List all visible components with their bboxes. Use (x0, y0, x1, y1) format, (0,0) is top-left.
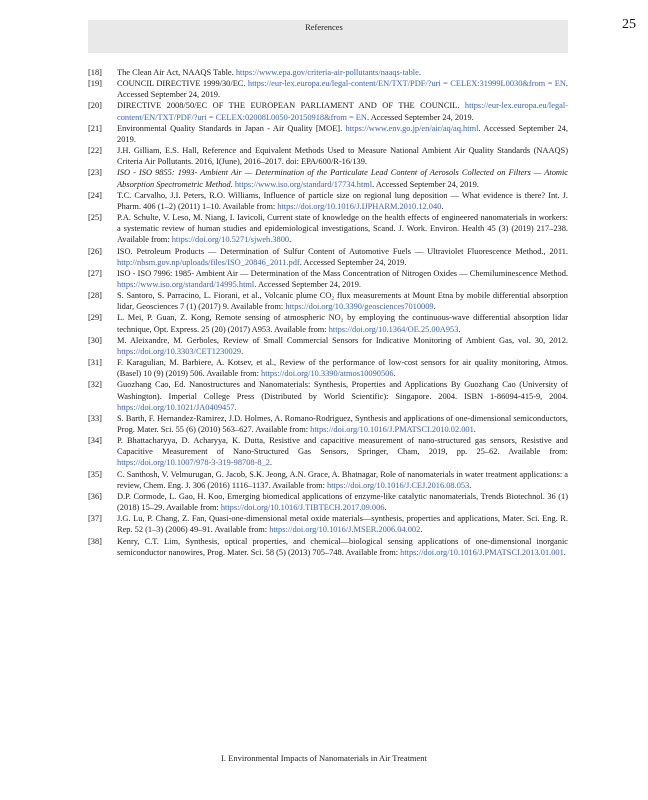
reference-link[interactable]: https://www.iso.org/standard/17734.html (234, 179, 373, 189)
reference-item (88, 379, 568, 412)
reference-suffix: . (241, 346, 244, 356)
reference-link[interactable]: https://www.iso.org/standard/14995.html (117, 279, 255, 289)
reference-suffix: . (234, 402, 237, 412)
reference-item (88, 67, 568, 78)
reference-item (88, 167, 568, 189)
reference-text: S. Barth, F. Hernandez-Ramirez, J.D. Holmes, A. Romano-Rodriguez, Synthesis and applications of one-dimensional semiconductors, Prog. Mater. Sci. 55 (6) (2010) 563–627. Available from: (117, 413, 568, 434)
reference-suffix: . Accessed September 24, 2019. (366, 112, 474, 122)
reference-number: [26] (88, 246, 102, 256)
reference-number: [22] (88, 146, 102, 156)
reference-link[interactable]: https://doi.org/10.1016/J.CEJ.2016.08.053 (327, 480, 470, 490)
reference-text: Kenry, C.T. Lim, Synthesis, optical properties, and chemical—biological sensing applications of one-dimensional inorganic semiconductor nanowires, Prog. Mater. Sci. 58 (5) (2013) 705–748. Available from: (117, 536, 568, 557)
reference-link[interactable]: http://nbsm.gov.np/uploads/files/ISO_20846_2011.pdf (117, 257, 300, 267)
reference-text: J.G. Lu, P. Chang, Z. Fan, Quasi-one-dimensional metal oxide materials—synthesis, properties and applications, Mater. Sci. Eng. R. Rep. 52 (1–3) (2006) 49–91. Available from: (117, 514, 568, 535)
reference-link[interactable]: https://doi.org/10.3390/geosciences7010009 (285, 302, 434, 312)
reference-suffix: . (458, 324, 461, 334)
reference-text: L. Mei, P. Guan, Z. Kong, Remote sensing of atmospheric NO₂ by employing the continuous-wave differential absorption lidar technique, Opt. Express. 25 (20) (2017) A953. Available from: (117, 313, 568, 334)
reference-list (88, 67, 568, 558)
reference-suffix: . (563, 547, 566, 557)
reference-suffix: . (384, 503, 387, 513)
reference-number: [24] (88, 190, 102, 200)
reference-link[interactable]: https://doi.org/10.1016/J.PMATSCI.2013.01.001 (400, 547, 564, 557)
reference-item (88, 491, 568, 513)
reference-link[interactable]: https://doi.org/10.3390/atmos10090506 (261, 369, 394, 379)
reference-text: S. Santoro, S. Parracino, L. Fiorani, et al., Volcanic plume CO₂ flux measurements at Mount Etna by mobile differential absorption lidar, Geosciences 7 (1) (2017) 9. Available from: (117, 291, 568, 312)
reference-item (88, 312, 568, 334)
reference-suffix: . Accessed September 24, 2019. (117, 79, 568, 100)
reference-number: [27] (88, 268, 102, 278)
reference-number: [18] (88, 68, 102, 77)
reference-number: [25] (88, 213, 102, 223)
reference-link[interactable]: https://www.epa.gov/criteria-air-pollutants/naaqs-table (235, 68, 419, 77)
reference-text: J.H. Gilliam, E.S. Hall, Reference and Equivalent Methods Used to Measure National Ambient Air Quality Standards (NAAQS) Criteria Air Pollutants. 2016, I(June), 2016–2017. doi: EPA/600/R-16/139. (117, 146, 568, 167)
reference-number: [19] (88, 79, 102, 89)
reference-suffix: . (393, 369, 396, 379)
reference-number: [30] (88, 335, 102, 345)
reference-suffix: . (420, 525, 423, 535)
reference-item (88, 357, 568, 379)
reference-item (88, 435, 568, 468)
reference-number: [31] (88, 358, 102, 368)
reference-link[interactable]: https://www.env.go.jp/en/air/aq/aq.html (345, 123, 479, 133)
reference-item (88, 413, 568, 435)
reference-link[interactable]: https://doi.org/10.1016/J.PMATSCI.2010.02.001 (310, 425, 474, 434)
reference-number: [28] (88, 291, 102, 301)
reference-number: [34] (88, 436, 102, 446)
reference-item (88, 268, 568, 290)
reference-text: P. Bhattacharyya, D. Acharyya, K. Dutta, Resistive and capacitive measurement of nano-structured gas sensors, Resistive and Capacitive Measurement of Nano-Structured Gas Sensors, Springer, Cham, 2019, pp. 25–62. Available from: (117, 436, 568, 457)
reference-item (88, 469, 568, 491)
reference-text: M. Aleixandre, M. Gerboles, Review of Small Commercial Sensors for Indicative Monitoring of Ambient Gas, vol. 30, 2012. (117, 335, 568, 345)
reference-suffix: . (469, 480, 472, 490)
reference-suffix: . Accessed September 24, 2019. (117, 123, 568, 144)
reference-item (88, 190, 568, 212)
reference-link[interactable]: https://doi.org/10.1016/J.MSER.2006.04.002 (269, 525, 421, 535)
reference-suffix: . (473, 425, 476, 434)
reference-text: COUNCIL DIRECTIVE 1999/30/EC. (117, 79, 248, 89)
reference-item (88, 123, 568, 145)
page-number: 25 (622, 17, 636, 32)
reference-item (88, 246, 568, 268)
reference-suffix: . (433, 302, 436, 312)
reference-suffix: . (418, 68, 421, 77)
reference-link[interactable]: https://doi.org/10.1016/J.TIBTECH.2017.09.006 (220, 503, 385, 513)
reference-text: . (230, 179, 235, 189)
reference-link[interactable]: https://doi.org/10.1364/OE.25.00A953 (328, 324, 459, 334)
reference-item (88, 335, 568, 357)
reference-suffix: . Accessed September 24, 2019. (254, 279, 362, 289)
reference-suffix: . (289, 235, 292, 245)
reference-item (88, 513, 568, 535)
reference-number: [37] (88, 514, 102, 524)
reference-text: Environmental Quality Standards in Japan - Air Quality [MOE]. (117, 123, 346, 133)
reference-item (88, 536, 568, 558)
reference-item (88, 290, 568, 312)
reference-number: [29] (88, 313, 102, 323)
reference-item (88, 212, 568, 245)
reference-text: DIRECTIVE 2008/50/EC OF THE EUROPEAN PARLIAMENT AND OF THE COUNCIL. (117, 101, 465, 111)
reference-number: [36] (88, 491, 102, 501)
footer-part-title: I. Environmental Impacts of Nanomaterials in Air Treatment (221, 753, 427, 763)
reference-text: P.A. Schulte, V. Leso, M. Niang, I. Iavicoli, Current state of knowledge on the health effects of engineered nanomaterials in workers: a systematic review of human studies and epidemiological investigations, Scand. J. Work. Environ. Health 45 (3) (2019) 217–238. Available from: (117, 213, 568, 245)
reference-text: ISO. Petroleum Products — Determination of Sulfur Content of Automotive Fuels — Ultraviolet Fluorescence Method., 2011. (117, 246, 568, 256)
reference-text: The Clean Air Act, NAAQS Table. (117, 68, 236, 77)
reference-text: D.P. Cormode, L. Gao, H. Koo, Emerging biomedical applications of enzyme-like catalytic nanomaterials, Trends Biotechnol. 36 (1) (2018) 15–29. Available from: (117, 491, 568, 513)
reference-text: Guozhang Cao, Ed. Nanostructures and Nanomaterials: Synthesis, Properties and Applications By Guozhang Cao (University of Washington). Imperial College Press (Distributed by World Scientific): Singapore. 2004. ISBN 1-86094-415-9, 2004. (117, 380, 568, 401)
reference-link[interactable]: https://doi.org/10.5271/sjweh.3800 (171, 235, 290, 245)
reference-text: C. Santhosh, V. Velmurugan, G. Jacob, S.K. Jeong, A.N. Grace, A. Bhatnagar, Role of nanomaterials in water treatment applications: a review, Chem. Eng. J. 306 (2016) 1116–1137. Available from: (117, 469, 568, 490)
reference-link[interactable]: https://doi.org/10.1021/JA0409457 (117, 402, 235, 412)
reference-text: T.C. Carvalho, J.I. Peters, R.O. Williams, Influence of particle size on regional lung deposition — What evidence is there? Int. J. Pharm. 406 (1–2) (2011) 1–10. Available from: (117, 190, 568, 211)
running-title: References (305, 22, 343, 32)
reference-number: [21] (88, 123, 102, 133)
reference-text: ISO - ISO 7996: 1985- Ambient Air — Determination of the Mass Concentration of Nitrogen Oxides — Chemiluminescence Method. (117, 268, 568, 278)
reference-suffix: . (269, 458, 273, 468)
reference-link[interactable]: https://doi.org/10.1016/J.IJPHARM.2010.12.040 (277, 201, 442, 211)
reference-number: [35] (88, 469, 102, 479)
reference-item (88, 100, 568, 122)
reference-number: [33] (88, 413, 102, 423)
reference-link[interactable]: https://doi.org/10.3303/CET1230029 (117, 346, 242, 356)
reference-text: F. Karagulian, M. Barbiere, A. Kotsev, et al., Review of the performance of low-cost sensors for air quality monitoring, Atmos. (Basel) 10 (9) (2019) 506. Available from: (117, 358, 568, 379)
reference-suffix: . (441, 201, 444, 211)
reference-item (88, 78, 568, 100)
reference-number: [20] (88, 101, 102, 111)
reference-number: [38] (88, 536, 102, 546)
reference-italic-title: ISO - ISO 9855: 1993- Ambient Air — Determination of the Particulate Lead Content of Aerosols Collected on Filters — Atomic Absorption Spectrometric Method (117, 168, 568, 189)
reference-link[interactable]: https://eur-lex.europa.eu/legal-content/EN/TXT/PDF/?uri = CELEX:31999L0030&from = EN (247, 79, 566, 89)
reference-suffix: . Accessed September 24, 2019. (372, 179, 479, 189)
reference-number: [32] (88, 380, 102, 390)
reference-link[interactable]: https://eur-lex.europa.eu/legal-content/EN/TXT/PDF/?uri = CELEX:02008L0050-20150918&from = EN (117, 101, 568, 122)
reference-link[interactable]: https://doi.org/10.1007/978-3-319-98708-8_2 (117, 458, 270, 468)
reference-number: [23] (88, 168, 102, 178)
reference-suffix: . Accessed September 24, 2019. (299, 257, 407, 267)
reference-item (88, 145, 568, 167)
